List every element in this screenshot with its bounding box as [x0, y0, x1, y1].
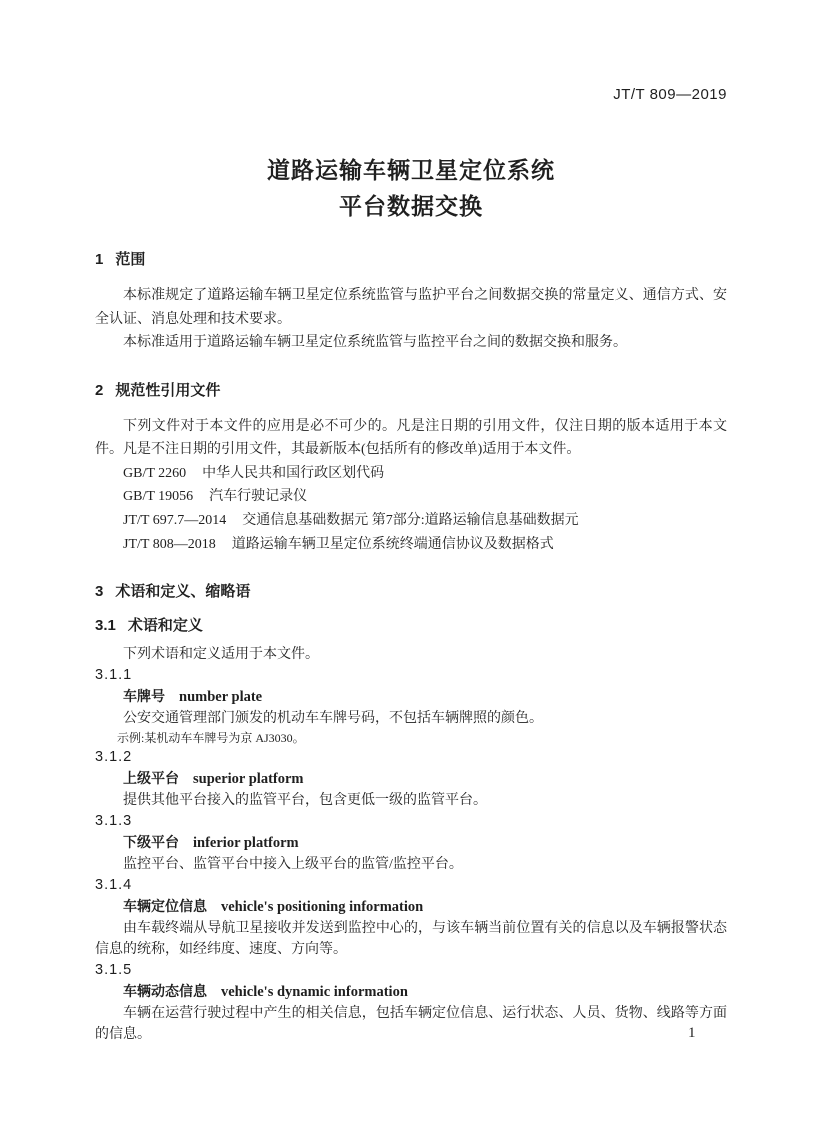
- section-2-number: 2: [95, 381, 104, 399]
- reference-code: GB/T 2260: [123, 465, 187, 481]
- section-3-1-heading: [95, 616, 727, 636]
- term-number: 3.1.4: [95, 877, 133, 894]
- term-name-zh: 车辆定位信息: [123, 898, 207, 915]
- term-name: [95, 686, 727, 708]
- section-3-title: 术语和定义、缩略语: [115, 583, 251, 601]
- reference-code: GB/T 19056: [123, 489, 194, 505]
- scope-paragraph-2: 本标准适用于道路运输车辆卫星定位系统监管与监控平台之间的数据交换和服务。: [123, 335, 627, 350]
- term-entry: [95, 747, 727, 811]
- document-title: [95, 152, 727, 224]
- term-number: 3.1.3: [95, 813, 133, 830]
- term-name: [95, 981, 727, 1003]
- term-number: 3.1.1: [95, 667, 133, 684]
- reference-item: [95, 485, 727, 509]
- document-title-line2: 平台数据交换: [339, 193, 483, 219]
- reference-item: [95, 462, 727, 486]
- terms-intro: 下列术语和定义适用于本文件。: [123, 647, 319, 663]
- term-name-zh: 车牌号: [123, 688, 165, 705]
- section-1-heading: [95, 250, 727, 270]
- reference-list: [95, 462, 727, 557]
- term-name: [95, 896, 727, 918]
- section-3-heading: [95, 582, 727, 602]
- term-definition: 监控平台、监管平台中接入上级平台的监管/监控平台。: [123, 857, 463, 873]
- term-entry: [95, 665, 727, 747]
- standard-code: JT/T 809—2019: [613, 86, 727, 103]
- term-name-zh: 车辆动态信息: [123, 983, 207, 1000]
- term-example: 示例:某机动车车牌号为京 AJ3030。: [117, 731, 305, 746]
- term-name: [95, 768, 727, 790]
- reference-code: JT/T 808—2018: [123, 536, 216, 552]
- references-intro-paragraph: 下列文件对于本文件的应用是必不可少的。凡是注日期的引用文件，仅注日期的版本适用于本文件。凡是不注日期的引用文件，其最新版本(包括所有的修改单)适用于本文件。: [95, 418, 727, 457]
- reference-title: 汽车行驶记录仪: [209, 489, 308, 505]
- term-name-en: vehicle's dynamic information: [221, 984, 408, 1001]
- term-name: [95, 832, 727, 854]
- term-definition: 车辆在运营行驶过程中产生的相关信息，包括车辆定位信息、运行状态、人员、货物、线路等方面的信息。: [95, 1006, 727, 1043]
- term-number: 3.1.5: [95, 962, 133, 979]
- term-entry: [95, 875, 727, 960]
- section-2-title: 规范性引用文件: [115, 381, 221, 399]
- section-3-number: 3: [95, 583, 104, 601]
- section-2-heading: [95, 381, 727, 401]
- term-entry: [95, 960, 727, 1045]
- term-name-zh: 下级平台: [123, 834, 179, 851]
- section-1-title: 范围: [115, 251, 146, 268]
- document-title-line1: 道路运输车辆卫星定位系统: [267, 157, 555, 183]
- term-name-zh: 上级平台: [123, 770, 179, 787]
- section-1-number: 1: [95, 251, 104, 268]
- term-definition: 提供其他平台接入的监管平台，包含更低一级的监管平台。: [123, 793, 487, 809]
- reference-title: 道路运输车辆卫星定位系统终端通信协议及数据格式: [231, 536, 554, 552]
- section-3-1-number: 3.1: [95, 617, 116, 635]
- term-name-en: inferior platform: [193, 835, 299, 852]
- term-number: 3.1.2: [95, 749, 133, 766]
- term-definition: 由车载终端从导航卫星接收并发送到监控中心的，与该车辆当前位置有关的信息以及车辆报警状态信息的统称，如经纬度、速度、方向等。: [95, 921, 727, 958]
- reference-code: JT/T 697.7—2014: [123, 512, 227, 528]
- term-definition: 公安交通管理部门颁发的机动车车牌号码，不包括车辆牌照的颜色。: [123, 711, 543, 727]
- reference-title: 中华人民共和国行政区划代码: [202, 465, 385, 481]
- reference-item: [95, 509, 727, 533]
- page-number: 1: [688, 1025, 696, 1041]
- section-3-1-title: 术语和定义: [127, 617, 203, 635]
- reference-item: [95, 533, 727, 557]
- term-name-en: vehicle's positioning information: [221, 899, 424, 916]
- scope-paragraph-1: 本标准规定了道路运输车辆卫星定位系统监管与监护平台之间数据交换的常量定义、通信方式、安全认证、消息处理和技术要求。: [95, 288, 727, 327]
- term-name-en: number plate: [179, 689, 263, 706]
- term-name-en: superior platform: [193, 771, 304, 788]
- term-entry: [95, 811, 727, 875]
- reference-title: 交通信息基础数据元 第7部分:道路运输信息基础数据元: [242, 512, 579, 528]
